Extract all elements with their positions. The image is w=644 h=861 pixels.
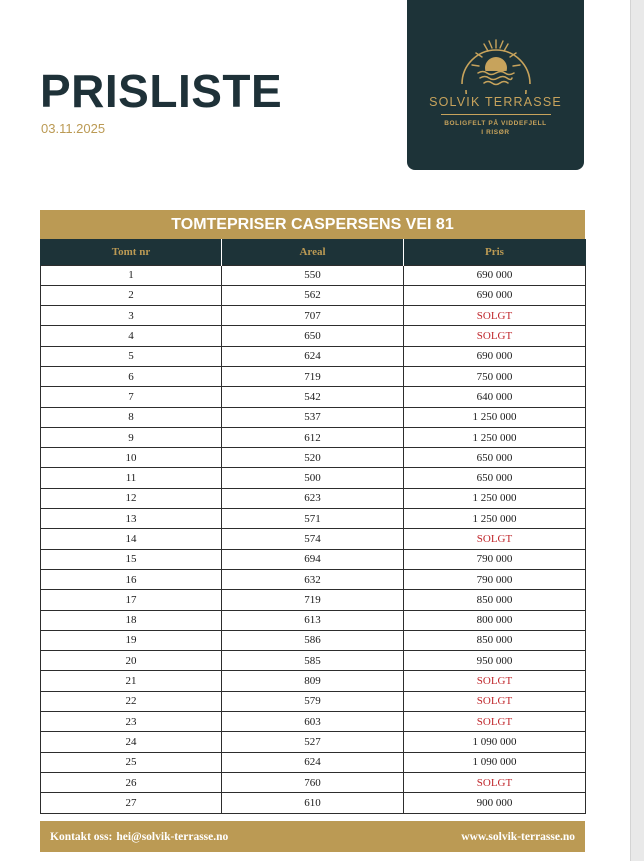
table-row xyxy=(41,306,586,326)
table-row xyxy=(41,630,586,650)
brand-tagline-line2: I RISØR xyxy=(481,129,510,137)
plot-number-cell: 4 xyxy=(41,326,222,346)
price-cell: 950 000 xyxy=(404,651,586,671)
plot-number-cell: 18 xyxy=(41,610,222,630)
logo-panel xyxy=(407,0,584,170)
plot-number-cell: 9 xyxy=(41,427,222,447)
table-row xyxy=(41,712,586,732)
price-cell: 690 000 xyxy=(404,265,586,285)
contact-info xyxy=(50,831,228,843)
plot-number-cell: 17 xyxy=(41,590,222,610)
area-cell: 632 xyxy=(222,569,404,589)
table-row xyxy=(41,468,586,488)
table-row xyxy=(41,529,586,549)
footer-bar xyxy=(40,821,585,852)
table-row xyxy=(41,285,586,305)
column-header-price: Pris xyxy=(404,239,586,265)
price-cell: 1 250 000 xyxy=(404,407,586,427)
area-cell: 603 xyxy=(222,712,404,732)
page-edge xyxy=(630,0,644,861)
table-row xyxy=(41,732,586,752)
plot-number-cell: 24 xyxy=(41,732,222,752)
plot-number-cell: 25 xyxy=(41,752,222,772)
price-cell: 690 000 xyxy=(404,285,586,305)
contact-label: Kontakt oss: xyxy=(50,830,113,843)
price-cell: 1 250 000 xyxy=(404,427,586,447)
table-row xyxy=(41,752,586,772)
price-cell: 1 090 000 xyxy=(404,752,586,772)
table-row xyxy=(41,772,586,792)
price-cell: 640 000 xyxy=(404,387,586,407)
brand-tagline xyxy=(436,119,556,138)
plot-number-cell: 2 xyxy=(41,285,222,305)
plot-number-cell: 13 xyxy=(41,509,222,529)
price-cell: 1 250 000 xyxy=(404,509,586,529)
plot-number-cell: 26 xyxy=(41,772,222,792)
area-cell: 537 xyxy=(222,407,404,427)
price-list-date: 03.11.2025 xyxy=(41,121,106,136)
area-cell: 500 xyxy=(222,468,404,488)
table-row xyxy=(41,427,586,447)
plot-number-cell: 3 xyxy=(41,306,222,326)
price-cell: SOLGT xyxy=(404,772,586,792)
area-cell: 585 xyxy=(222,651,404,671)
area-cell: 562 xyxy=(222,285,404,305)
area-cell: 550 xyxy=(222,265,404,285)
price-cell: 650 000 xyxy=(404,468,586,488)
table-row xyxy=(41,346,586,366)
sun-over-waves-logo-icon xyxy=(458,24,534,94)
plot-number-cell: 20 xyxy=(41,651,222,671)
price-cell: 850 000 xyxy=(404,590,586,610)
plot-number-cell: 5 xyxy=(41,346,222,366)
column-header-plot-number: Tomt nr xyxy=(41,239,222,265)
price-cell: SOLGT xyxy=(404,712,586,732)
price-cell: 690 000 xyxy=(404,346,586,366)
table-row xyxy=(41,448,586,468)
area-cell: 542 xyxy=(222,387,404,407)
plot-number-cell: 15 xyxy=(41,549,222,569)
table-row xyxy=(41,407,586,427)
table-row xyxy=(41,651,586,671)
plot-number-cell: 16 xyxy=(41,569,222,589)
plot-number-cell: 27 xyxy=(41,793,222,813)
plot-number-cell: 11 xyxy=(41,468,222,488)
area-cell: 623 xyxy=(222,488,404,508)
plot-number-cell: 6 xyxy=(41,366,222,386)
area-cell: 707 xyxy=(222,306,404,326)
table-row xyxy=(41,366,586,386)
area-cell: 610 xyxy=(222,793,404,813)
area-cell: 613 xyxy=(222,610,404,630)
brand-divider xyxy=(441,114,551,115)
area-cell: 624 xyxy=(222,346,404,366)
area-cell: 612 xyxy=(222,427,404,447)
plot-number-cell: 21 xyxy=(41,671,222,691)
price-cell: 1 250 000 xyxy=(404,488,586,508)
area-cell: 624 xyxy=(222,752,404,772)
plot-number-cell: 7 xyxy=(41,387,222,407)
table-row xyxy=(41,569,586,589)
area-cell: 520 xyxy=(222,448,404,468)
brand-name: SOLVIK TERRASSE xyxy=(429,95,562,109)
plot-number-cell: 23 xyxy=(41,712,222,732)
area-cell: 571 xyxy=(222,509,404,529)
table-row xyxy=(41,387,586,407)
price-cell: 850 000 xyxy=(404,630,586,650)
website-link[interactable]: www.solvik-terrasse.no xyxy=(461,830,575,843)
price-cell: SOLGT xyxy=(404,326,586,346)
area-cell: 719 xyxy=(222,366,404,386)
column-header-area: Areal xyxy=(222,239,404,265)
price-table xyxy=(40,239,586,814)
area-cell: 760 xyxy=(222,772,404,792)
plot-number-cell: 19 xyxy=(41,630,222,650)
plot-number-cell: 10 xyxy=(41,448,222,468)
area-cell: 650 xyxy=(222,326,404,346)
area-cell: 579 xyxy=(222,691,404,711)
table-row xyxy=(41,671,586,691)
plot-number-cell: 22 xyxy=(41,691,222,711)
table-row xyxy=(41,590,586,610)
table-title: TOMTEPRISER CASPERSENS VEI 81 xyxy=(40,210,585,239)
plot-number-cell: 1 xyxy=(41,265,222,285)
price-cell: SOLGT xyxy=(404,671,586,691)
area-cell: 574 xyxy=(222,529,404,549)
price-cell: SOLGT xyxy=(404,529,586,549)
table-row xyxy=(41,549,586,569)
area-cell: 586 xyxy=(222,630,404,650)
table-row xyxy=(41,793,586,813)
area-cell: 694 xyxy=(222,549,404,569)
area-cell: 527 xyxy=(222,732,404,752)
table-row xyxy=(41,610,586,630)
table-header-row xyxy=(41,239,586,265)
price-cell: 900 000 xyxy=(404,793,586,813)
brand-tagline-line1: BOLIGFELT PÅ VIDDEFJELL xyxy=(444,120,547,127)
table-row xyxy=(41,691,586,711)
price-cell: 790 000 xyxy=(404,569,586,589)
area-cell: 809 xyxy=(222,671,404,691)
table-row xyxy=(41,265,586,285)
plot-number-cell: 14 xyxy=(41,529,222,549)
page-title: PRISLISTE xyxy=(40,65,283,117)
table-row xyxy=(41,326,586,346)
price-cell: SOLGT xyxy=(404,691,586,711)
price-cell: SOLGT xyxy=(404,306,586,326)
area-cell: 719 xyxy=(222,590,404,610)
contact-email-link[interactable]: hei@solvik-terrasse.no xyxy=(116,830,229,843)
price-cell: 1 090 000 xyxy=(404,732,586,752)
plot-number-cell: 12 xyxy=(41,488,222,508)
plot-number-cell: 8 xyxy=(41,407,222,427)
price-cell: 790 000 xyxy=(404,549,586,569)
table-row xyxy=(41,509,586,529)
table-row xyxy=(41,488,586,508)
price-cell: 650 000 xyxy=(404,448,586,468)
price-cell: 750 000 xyxy=(404,366,586,386)
price-cell: 800 000 xyxy=(404,610,586,630)
